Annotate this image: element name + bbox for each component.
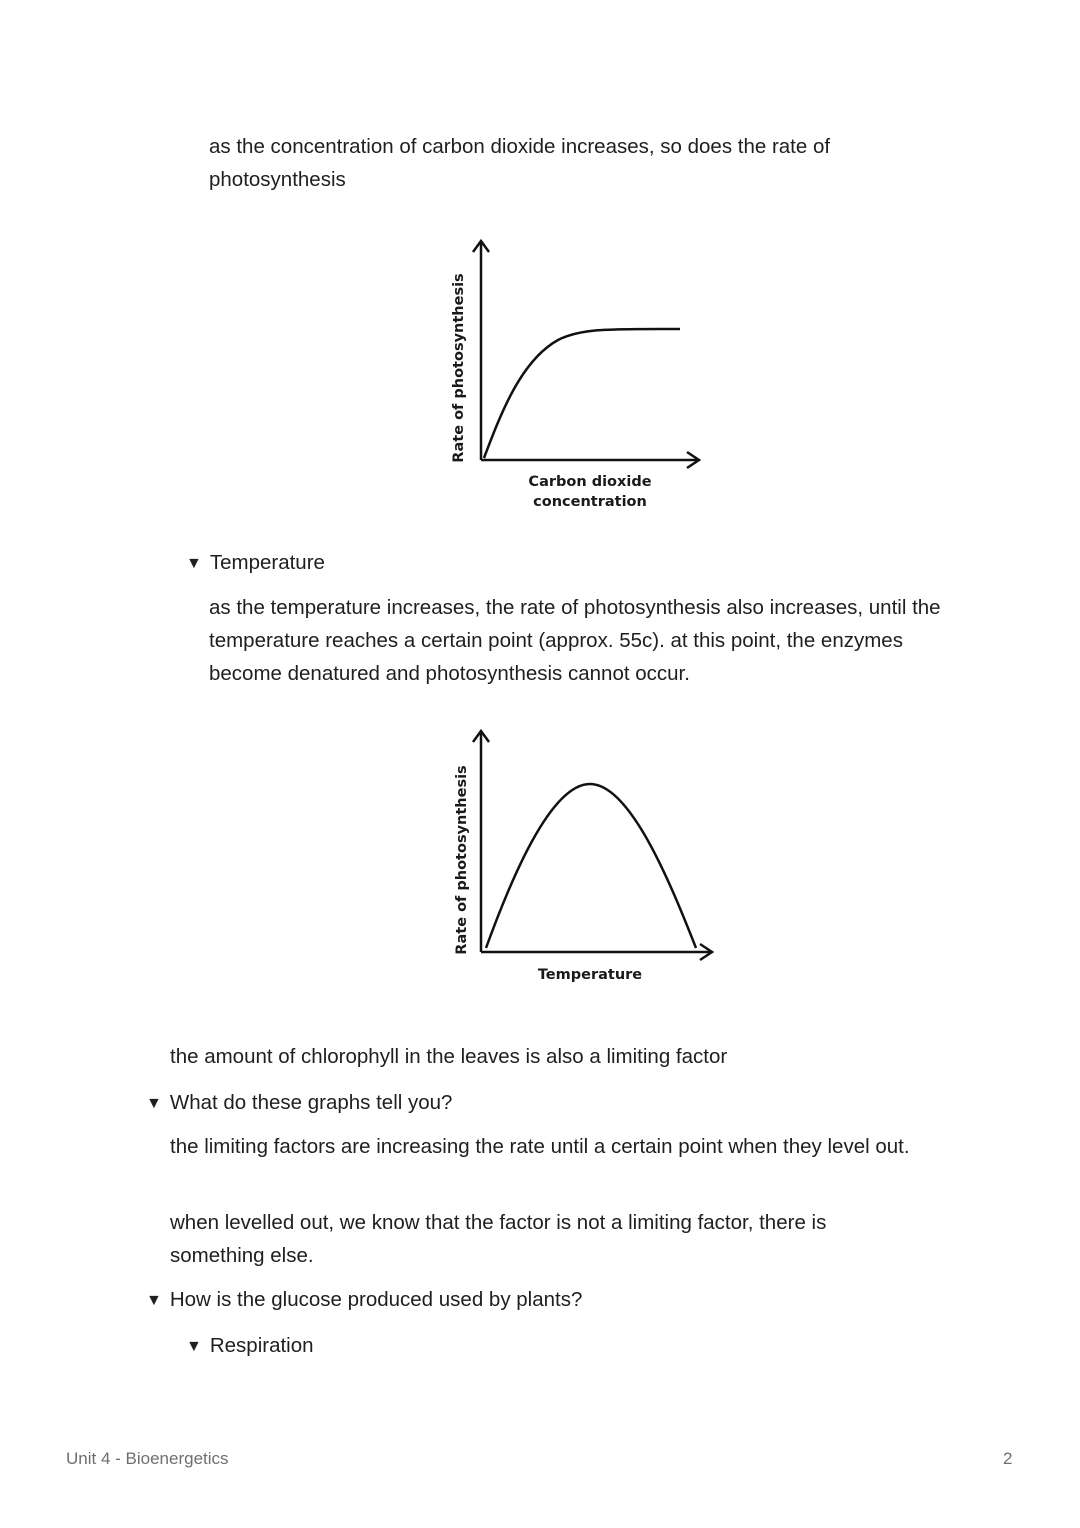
temp-y-label: Rate of photosynthesis xyxy=(454,765,470,955)
temp-rate-curve xyxy=(486,784,696,948)
graphs-answer-1: the limiting factors are increasing the rate until a certain point when they level out. xyxy=(170,1135,910,1158)
triangle-down-icon[interactable]: ▼ xyxy=(146,1095,162,1112)
temperature-explanation-text: as the temperature increases, the rate of photosynthesis also increases, until the temperature reaches a certain point (approx. 55c). at this point, the enzymes become denatured and photosynthesis cannot occur. xyxy=(209,596,941,685)
toggle-respiration[interactable] xyxy=(186,1332,314,1361)
temperature-graph-svg xyxy=(440,722,730,992)
temp-x-label: Temperature xyxy=(537,967,643,983)
co2-x-label-line2: concentration xyxy=(533,494,647,510)
toggle-glucose-question-label: How is the glucose produced used by plants? xyxy=(169,1288,583,1311)
toggle-graphs-question[interactable] xyxy=(146,1089,452,1118)
toggle-temperature[interactable] xyxy=(186,549,325,578)
triangle-down-icon[interactable]: ▼ xyxy=(146,1292,162,1309)
toggle-graphs-question-label: What do these graphs tell you? xyxy=(169,1091,453,1114)
triangle-down-icon[interactable]: ▼ xyxy=(186,1338,202,1355)
footer-page-number: 2 xyxy=(1003,1449,1013,1468)
co2-graph-svg xyxy=(440,232,720,522)
co2-rate-curve xyxy=(484,329,680,458)
toggle-respiration-label: Respiration xyxy=(209,1334,314,1357)
co2-y-label: Rate of photosynthesis xyxy=(451,273,467,463)
triangle-down-icon[interactable]: ▼ xyxy=(186,555,202,572)
co2-x-label-line1: Carbon dioxide xyxy=(528,474,652,490)
chlorophyll-text: the amount of chlorophyll in the leaves is also a limiting factor xyxy=(170,1045,728,1068)
toggle-glucose-question[interactable] xyxy=(146,1286,582,1315)
toggle-temperature-label: Temperature xyxy=(209,551,325,574)
footer-unit-title: Unit 4 - Bioenergetics xyxy=(66,1449,229,1468)
co2-graph xyxy=(440,232,720,522)
co2-explanation-text: as the concentration of carbon dioxide increases, so does the rate of photosynthesis xyxy=(209,135,831,191)
graphs-answer-2: when levelled out, we know that the factor is not a limiting factor, there is something else. xyxy=(170,1211,827,1267)
temperature-graph xyxy=(440,722,730,992)
